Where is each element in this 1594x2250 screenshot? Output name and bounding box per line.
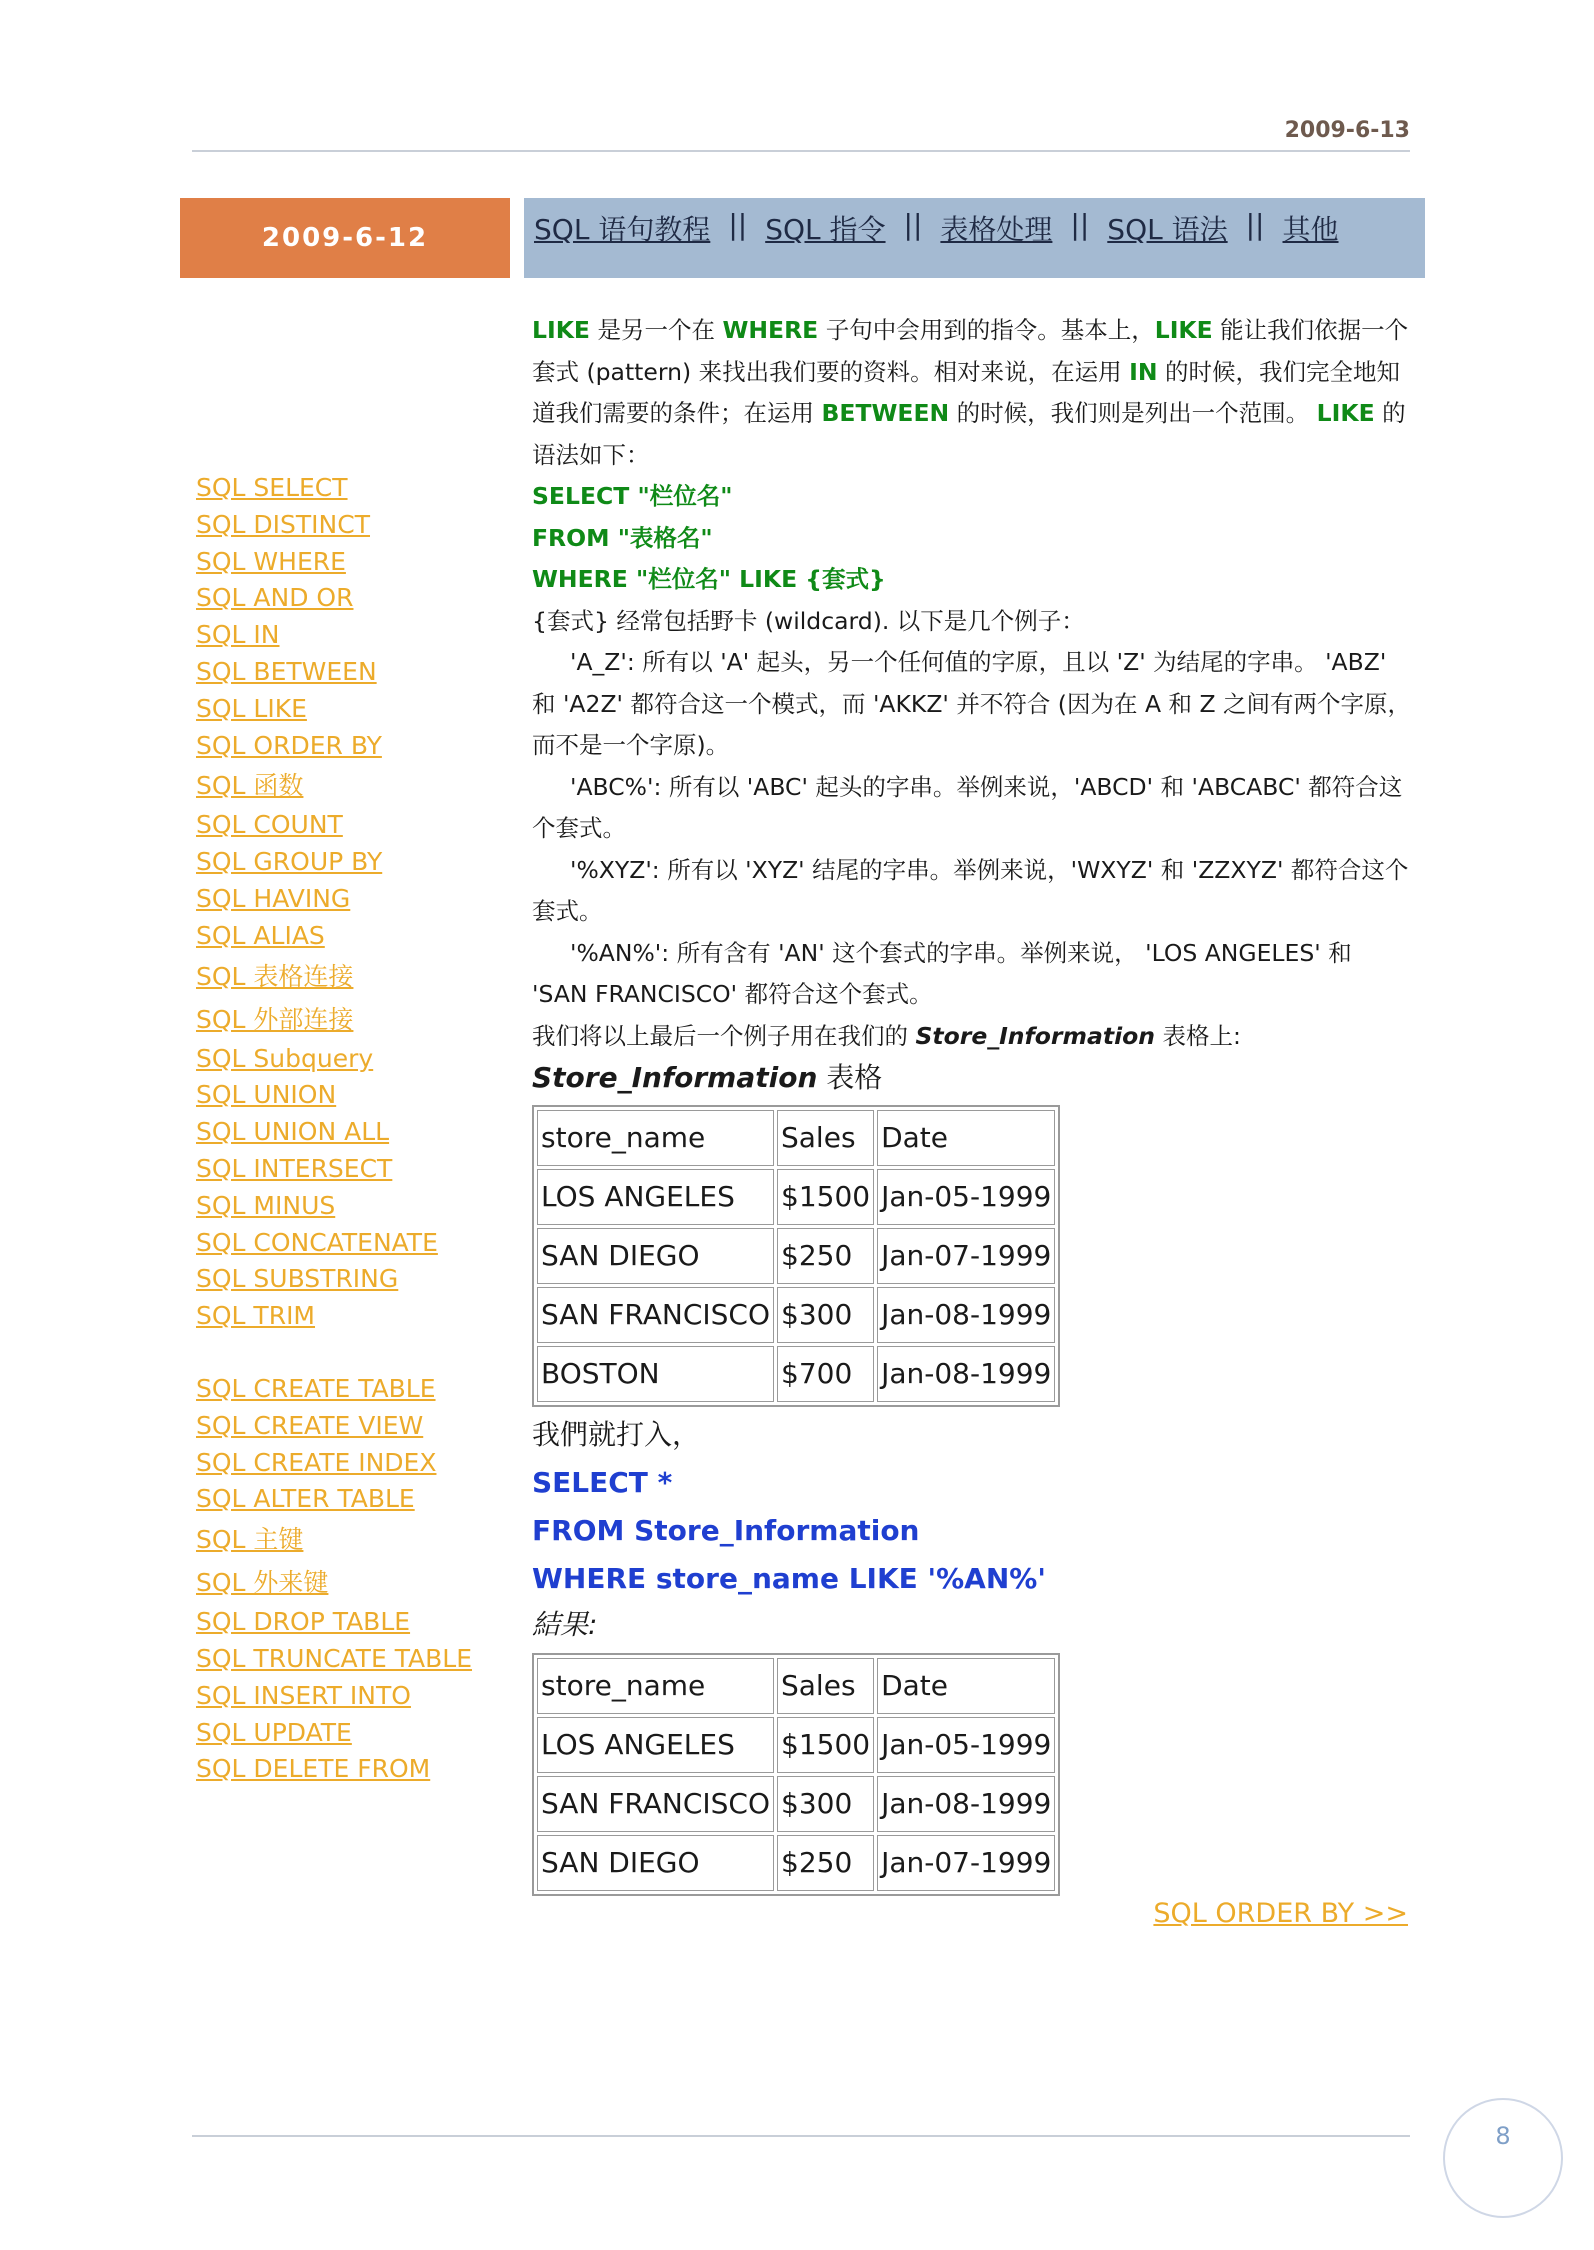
table-header-cell: Sales	[777, 1110, 874, 1166]
table-cell: Jan-07-1999	[877, 1835, 1055, 1891]
keyword: LIKE	[1154, 316, 1213, 344]
store-information-table	[532, 1105, 1060, 1407]
sidebar-link[interactable]: SQL UNION	[196, 1080, 337, 1110]
sidebar-link[interactable]: SQL DROP TABLE	[196, 1607, 411, 1637]
table-header-cell: store_name	[537, 1110, 774, 1166]
apply-sentence	[532, 1016, 1412, 1058]
table-cell: BOSTON	[537, 1346, 774, 1402]
apply-table-name: Store_Information	[915, 1021, 1156, 1050]
sidebar-link[interactable]: SQL ALIAS	[196, 920, 325, 950]
table-cell: SAN FRANCISCO	[537, 1776, 774, 1832]
sidebar	[196, 470, 496, 1788]
apply-text: 我们将以上最后一个例子用在我们的	[532, 1021, 916, 1050]
table-cell: $250	[777, 1228, 874, 1284]
table-cell: SAN DIEGO	[537, 1228, 774, 1284]
sidebar-link[interactable]: SQL UNION ALL	[196, 1117, 390, 1147]
nav-separator: ||	[903, 208, 923, 241]
wildcard-example: 'A_Z': 所有以 'A' 起头，另一个任何值的字原，且以 'Z' 为结尾的字串。 'ABZ' 和 'A2Z' 都符合这一个模式，而 'AKKZ' 并不符合 (因为在 A 和 Z 之间有两个字原，而不是一个字原)。	[532, 648, 1412, 759]
footer-rule	[192, 2135, 1410, 2137]
result-table	[532, 1653, 1060, 1896]
sidebar-link[interactable]: SQL AND OR	[196, 583, 354, 613]
table-row	[537, 1346, 1055, 1402]
sidebar-link[interactable]: SQL IN	[196, 620, 280, 650]
table-row	[537, 1835, 1055, 1891]
apply-text: 表格上:	[1155, 1021, 1241, 1050]
sidebar-gap	[196, 1335, 496, 1371]
page-number-badge	[1443, 2098, 1563, 2218]
table-cell: $1500	[777, 1717, 874, 1773]
header-rule	[192, 150, 1410, 152]
table-header-cell: store_name	[537, 1658, 774, 1714]
table-cell: LOS ANGELES	[537, 1169, 774, 1225]
table-cell: Jan-08-1999	[877, 1346, 1055, 1402]
query-line: SELECT *	[532, 1465, 673, 1499]
table-header-cell: Date	[877, 1110, 1055, 1166]
sidebar-link[interactable]: SQL INSERT INTO	[196, 1680, 411, 1710]
table-cell: SAN DIEGO	[537, 1835, 774, 1891]
wildcard-example: '%AN%': 所有含有 'AN' 这个套式的字串。举例来说， 'LOS ANGELES' 和 'SAN FRANCISCO' 都符合这个套式。	[532, 938, 1352, 1008]
sidebar-link[interactable]: SQL HAVING	[196, 883, 351, 913]
table-header-row	[537, 1110, 1055, 1166]
table-cell: LOS ANGELES	[537, 1717, 774, 1773]
intro-text: 子句中会用到的指令。基本上，	[818, 316, 1155, 344]
intro-text: 能让我们依据一个套式 (pattern) 来找出我们要的资料。相对来说，在运用	[532, 316, 1409, 386]
table-row	[537, 1287, 1055, 1343]
page-number: 8	[1495, 2122, 1511, 2150]
query-line: FROM Store_Information	[532, 1513, 920, 1547]
keyword: IN	[1129, 357, 1158, 386]
header-date: 2009-6-13	[1284, 118, 1410, 143]
date-box: 2009-6-12	[180, 198, 510, 278]
sidebar-link[interactable]: SQL 主键	[196, 1525, 304, 1555]
syntax-line: FROM "表格名"	[532, 523, 713, 552]
wildcard-example: 'ABC%': 所有以 'ABC' 起头的字串。举例来说，'ABCD' 和 'ABCABC' 都符合这个套式。	[532, 772, 1403, 842]
table-row	[537, 1228, 1055, 1284]
table-title-suffix: 表格	[817, 1061, 883, 1094]
table-cell: Jan-07-1999	[877, 1228, 1055, 1284]
sidebar-link[interactable]: SQL DELETE FROM	[196, 1754, 431, 1784]
sidebar-link[interactable]: SQL COUNT	[196, 810, 343, 840]
intro-text: 的时候，我们完全地知道我们需要的条件；在运用	[532, 357, 1400, 427]
nav-link-sql-commands[interactable]: SQL 指令	[765, 213, 886, 246]
nav-links	[524, 198, 1425, 278]
table-header-row	[537, 1658, 1055, 1714]
sidebar-link[interactable]: SQL 函数	[196, 771, 304, 801]
next-page-link[interactable]: SQL ORDER BY >>	[1153, 1898, 1408, 1929]
sidebar-link[interactable]: SQL DISTINCT	[196, 509, 370, 539]
sidebar-link[interactable]: SQL SUBSTRING	[196, 1264, 399, 1294]
keyword: LIKE	[1316, 399, 1375, 427]
table-row	[537, 1776, 1055, 1832]
keyword: LIKE	[532, 316, 590, 344]
sidebar-link[interactable]: SQL TRIM	[196, 1301, 316, 1331]
sidebar-link[interactable]: SQL SELECT	[196, 473, 348, 502]
main-content	[532, 310, 1412, 1900]
table-header-cell: Sales	[777, 1658, 874, 1714]
keyword: BETWEEN	[821, 399, 950, 427]
sidebar-link[interactable]: SQL CONCATENATE	[196, 1227, 438, 1257]
nav-link-table-handling[interactable]: 表格处理	[940, 213, 1053, 246]
table-cell: $250	[777, 1835, 874, 1891]
sidebar-link[interactable]: SQL ORDER BY	[196, 730, 382, 760]
sidebar-link[interactable]: SQL CREATE VIEW	[196, 1410, 424, 1440]
intro-text: 是另一个在	[589, 316, 723, 344]
wildcard-example: '%XYZ': 所有以 'XYZ' 结尾的字串。举例来说，'WXYZ' 和 'ZZXYZ' 都符合这个套式。	[532, 855, 1409, 925]
sidebar-link[interactable]: SQL LIKE	[196, 693, 307, 723]
table-title	[532, 1057, 1412, 1099]
sidebar-link[interactable]: SQL BETWEEN	[196, 656, 377, 686]
table-header-cell: Date	[877, 1658, 1055, 1714]
table-cell: Jan-08-1999	[877, 1287, 1055, 1343]
table-title-name: Store_Information	[532, 1061, 818, 1094]
sidebar-link[interactable]: SQL CREATE TABLE	[196, 1373, 436, 1403]
sidebar-link[interactable]: SQL WHERE	[196, 546, 346, 576]
nav-link-other[interactable]: 其他	[1282, 213, 1339, 246]
result-label: 結果:	[532, 1607, 598, 1641]
intro-text: 的语法如下：	[532, 399, 1406, 469]
nav-link-sql-tutorial[interactable]: SQL 语句教程	[534, 213, 711, 246]
intro-text: 的时候，我们则是列出一个范围。	[949, 399, 1317, 427]
sidebar-link[interactable]: SQL CREATE INDEX	[196, 1447, 437, 1477]
table-cell: Jan-05-1999	[877, 1169, 1055, 1225]
query-line: WHERE store_name LIKE '%AN%'	[532, 1561, 1046, 1595]
syntax-line: SELECT "栏位名"	[532, 482, 733, 510]
nav-separator: ||	[728, 208, 748, 241]
nav-separator: ||	[1070, 208, 1090, 241]
nav-separator: ||	[1245, 208, 1265, 241]
sidebar-link[interactable]: SQL UPDATE	[196, 1717, 352, 1747]
sidebar-link[interactable]: SQL 外来键	[196, 1568, 329, 1598]
table-cell: $300	[777, 1776, 874, 1832]
table-cell: $300	[777, 1287, 874, 1343]
table-row	[537, 1169, 1055, 1225]
sidebar-link[interactable]: SQL TRUNCATE TABLE	[196, 1643, 473, 1673]
sidebar-link[interactable]: SQL 外部连接	[196, 1004, 354, 1034]
sidebar-link[interactable]: SQL Subquery	[196, 1043, 374, 1073]
table-cell: SAN FRANCISCO	[537, 1287, 774, 1343]
table-cell: Jan-05-1999	[877, 1717, 1055, 1773]
sidebar-link[interactable]: SQL INTERSECT	[196, 1153, 393, 1183]
keyword: WHERE	[722, 316, 819, 344]
sidebar-link[interactable]: SQL ALTER TABLE	[196, 1484, 415, 1514]
intro-paragraph	[532, 310, 1412, 476]
sidebar-link[interactable]: SQL 表格连接	[196, 961, 354, 991]
table-row	[537, 1717, 1055, 1773]
wildcard-intro: {套式} 经常包括野卡 (wildcard). 以下是几个例子：	[532, 606, 1085, 635]
table-cell: $700	[777, 1346, 874, 1402]
nav-bar	[510, 198, 1425, 278]
nav-link-sql-syntax[interactable]: SQL 语法	[1107, 213, 1228, 246]
sidebar-link[interactable]: SQL MINUS	[196, 1190, 336, 1220]
sidebar-link[interactable]: SQL GROUP BY	[196, 847, 383, 877]
syntax-line: WHERE "栏位名" LIKE {套式}	[532, 565, 886, 593]
we-type-text: 我們就打入，	[532, 1417, 701, 1451]
table-cell: Jan-08-1999	[877, 1776, 1055, 1832]
table-cell: $1500	[777, 1169, 874, 1225]
